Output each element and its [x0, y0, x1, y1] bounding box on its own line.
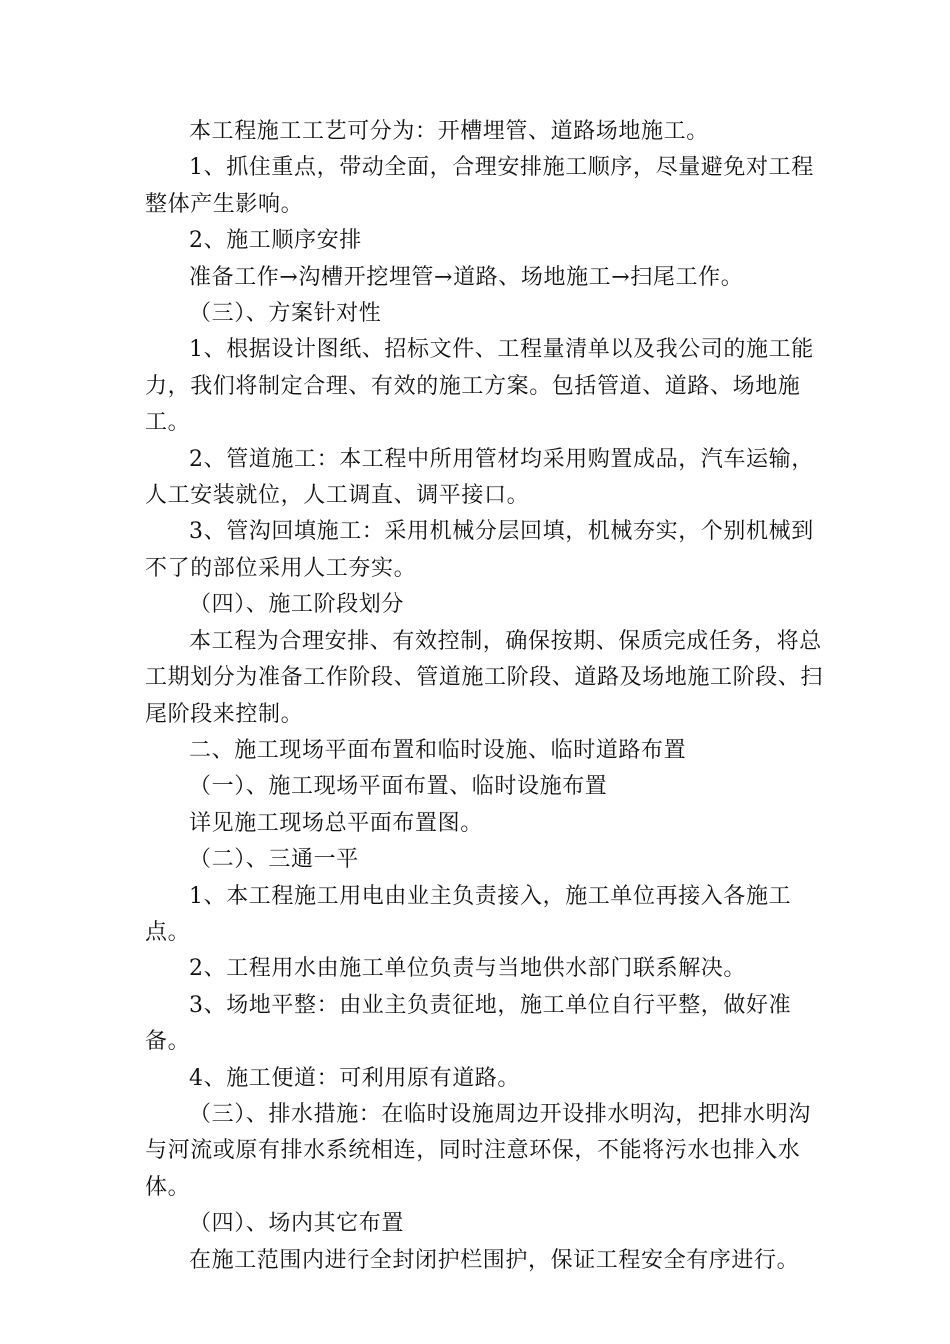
section-heading-2: （二）、三通一平	[189, 847, 359, 873]
paragraph-item-1-focus: 1、抓住重点，带动全面，合理安排施工顺序，尽量避免对工程整体产生影响。	[145, 155, 814, 217]
paragraph-enclosure: 在施工范围内进行全封闭护栏围护，保证工程安全有序进行。	[189, 1247, 800, 1273]
paragraph-sequence-flow: 准备工作→沟槽开挖埋管→道路、场地施工→扫尾工作。	[189, 264, 744, 290]
section-heading-4: （四）、施工阶段划分	[189, 592, 405, 618]
paragraph-power: 1、本工程施工用电由业主负责接入，施工单位再接入各施工点。	[145, 883, 792, 945]
paragraph-stages: 本工程为合理安排、有效控制，确保按期、保质完成任务，将总工期划分为准备工作阶段、管道施工阶段、道路及场地施工阶段、扫尾阶段来控制。	[145, 628, 824, 727]
paragraph-plan-3: 3、管沟回填施工：采用机械分层回填，机械夯实，个别机械到不了的部位采用人工夯实。	[145, 519, 814, 581]
document-body	[145, 114, 825, 1279]
chapter-heading-2: 二、施工现场平面布置和临时设施、临时道路布置	[189, 737, 687, 763]
paragraph-leveling: 3、场地平整：由业主负责征地，施工单位自行平整，做好准备。	[145, 992, 792, 1055]
paragraph-process-overview: 本工程施工工艺可分为：开槽埋管、道路场地施工。	[189, 119, 709, 144]
paragraph-water: 2、工程用水由施工单位负责与当地供水部门联系解决。	[189, 956, 746, 982]
paragraph-layout-reference: 详见施工现场总平面布置图。	[189, 810, 483, 836]
paragraph-item-2-sequence: 2、施工顺序安排	[189, 228, 362, 254]
paragraph-plan-1: 1、根据设计图纸、招标文件、工程量清单以及我公司的施工能力，我们将制定合理、有效的施工方案。包括管道、道路、场地施工。	[145, 337, 814, 436]
paragraph-plan-2: 2、管道施工：本工程中所用管材均采用购置成品，汽车运输，人工安装就位，人工调直、调平接口。	[145, 446, 814, 509]
section-heading-1: （一）、施工现场平面布置、临时设施布置	[189, 774, 608, 800]
section-heading-3: （三）、方案针对性	[189, 301, 382, 327]
paragraph-drainage: （三）、排水措施：在临时设施周边开设排水明沟，把排水明沟与河流或原有排水系统相连，同时注意环保，不能将污水也排入水体。	[145, 1101, 811, 1200]
paragraph-access-road: 4、施工便道：可利用原有道路。	[189, 1065, 520, 1091]
section-heading-other: （四）、场内其它布置	[189, 1211, 405, 1237]
